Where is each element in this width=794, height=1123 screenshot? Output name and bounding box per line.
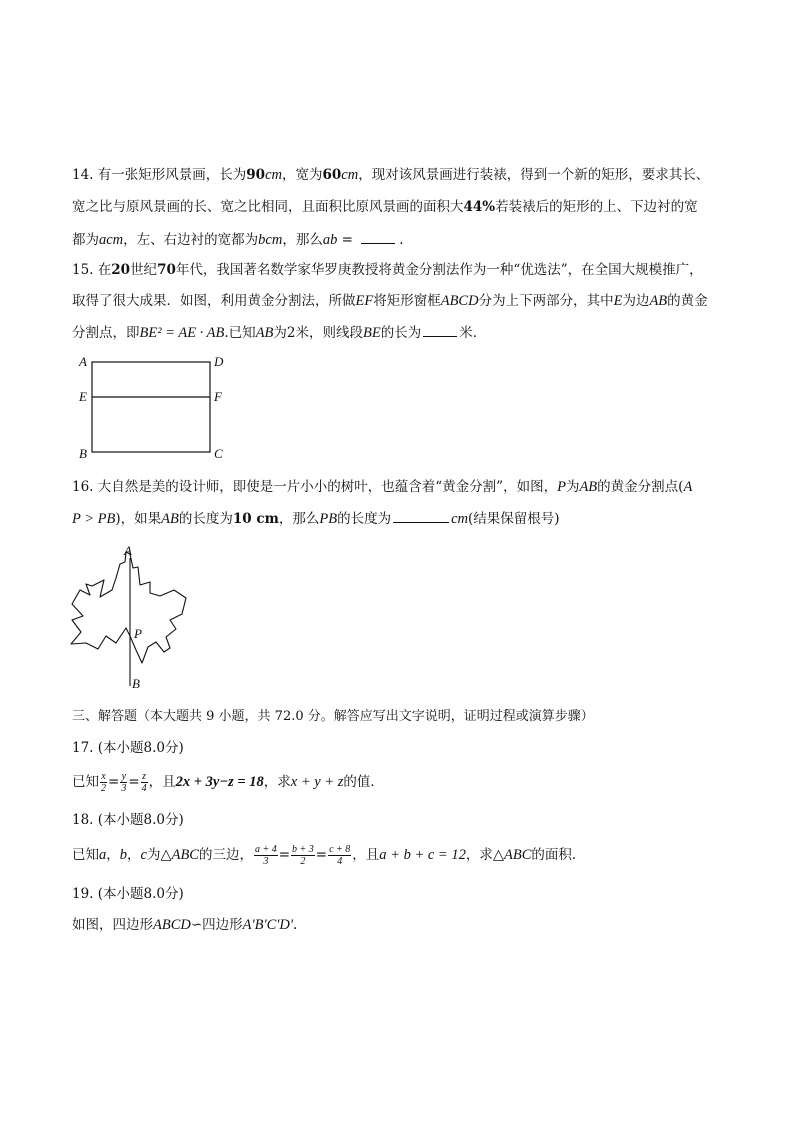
text: ，且 [352, 847, 380, 863]
text: 已知 [72, 847, 99, 863]
equals: = [278, 847, 291, 863]
q15-line-1 [72, 260, 703, 280]
number: 60 [322, 167, 342, 183]
text: . [399, 232, 404, 248]
q19-heading: 19. (本小题8.0分) [72, 886, 184, 902]
text: 为 [146, 847, 161, 863]
equals: = [315, 847, 328, 863]
text: 的长为 [380, 325, 422, 341]
math: acm [99, 232, 124, 248]
q14-line-2 [72, 197, 698, 217]
q15-line-2 [72, 291, 708, 311]
fraction-c: $\frac{c + 8}{4}$ [329, 844, 351, 867]
text: 14. 有一张矩形风景画，长为 [72, 167, 247, 183]
q17-heading: 17. (本小题8.0分) [72, 740, 184, 756]
text: 为 [273, 325, 287, 341]
number: 20 [111, 262, 131, 278]
maple-leaf-figure [66, 540, 196, 692]
equals: = [108, 774, 120, 790]
math: ABCD [153, 917, 191, 933]
number: 2 [286, 325, 296, 341]
window-frame-figure [70, 352, 230, 462]
text: ，求 [263, 774, 291, 790]
text: 取得了很大成果．如图，利用黄金分割法，所做 [72, 293, 356, 309]
math: BE² = AE · AB [139, 325, 225, 341]
answer-blank[interactable] [393, 508, 449, 523]
label-d: D [214, 354, 224, 369]
label-b: B [132, 676, 140, 691]
math: BE [363, 325, 381, 341]
text: .已知 [224, 325, 256, 341]
q17-body [72, 771, 384, 794]
math: bcm [258, 232, 283, 248]
label-a: A [79, 354, 87, 369]
equals: = [128, 774, 140, 790]
text: . [292, 917, 298, 933]
text: 世纪 [130, 262, 158, 278]
math: AB [255, 325, 274, 341]
fraction-a: $\frac{a + 4}{3}$ [254, 844, 277, 867]
math: c [140, 847, 147, 863]
fraction-z-4: $\frac{z}{4}$ [141, 771, 147, 794]
text: ，现对该风景画进行装裱，得到一个新的矩形，要求其长、 [358, 167, 710, 183]
text: )，如果 [115, 511, 162, 527]
text: (结果保留根号) [468, 511, 560, 527]
text: = [337, 232, 358, 248]
text: 都为 [72, 232, 99, 248]
text: 已知 [72, 774, 99, 790]
math: EF [355, 293, 374, 309]
number: 70 [157, 262, 176, 278]
answer-blank[interactable] [361, 229, 395, 244]
q19-body [72, 915, 297, 935]
math: AB [161, 511, 179, 527]
section-3-heading: 三、解答题（本大题共 9 小题，共 72.0 分。解答应写出文字说明，证明过程或演算步骤） [72, 709, 594, 724]
text: 若装裱后的矩形的上、下边衬的宽 [495, 199, 698, 215]
math: ABCD [440, 293, 479, 309]
label-e: E [79, 389, 87, 404]
text: ，求 [465, 847, 493, 863]
q16-line-1 [72, 477, 692, 497]
math: E [613, 293, 623, 309]
q15-line-3 [72, 322, 486, 343]
label-c: C [214, 446, 223, 461]
text: ， [106, 847, 120, 863]
q14-line-1 [72, 165, 709, 185]
q16-line-2 [72, 508, 560, 529]
label-p: P [134, 626, 142, 641]
answer-blank[interactable] [423, 322, 457, 337]
equation: a + b + c = 12 [379, 847, 466, 863]
leaf-outline [71, 552, 186, 663]
rectangle-abcd [92, 362, 210, 452]
math: P > PB [72, 511, 116, 527]
math: A'B'C'D' [242, 917, 293, 933]
text: ∽四边形 [190, 917, 243, 933]
fraction-y-3: $\frac{y}{3}$ [121, 771, 127, 794]
text: 如图，四边形 [72, 917, 153, 933]
math: a [99, 847, 107, 863]
math: △ABC [160, 847, 199, 863]
label-a: A [124, 543, 132, 558]
math: AB [649, 293, 668, 309]
math: b [119, 847, 127, 863]
math: AB [579, 479, 598, 495]
math: cm [265, 167, 282, 183]
text: 的长度为 [337, 511, 392, 527]
number: 10 cm [232, 511, 279, 527]
fraction-x-2: $\frac{x}{2}$ [101, 771, 106, 794]
equation: 2x + 3y−z = 18 [175, 774, 264, 790]
math: ab [322, 232, 338, 248]
math: cm [451, 511, 468, 527]
text: 为 [565, 479, 580, 495]
text: ，左、右边衬的宽都为 [123, 232, 259, 248]
text: ， [127, 847, 141, 863]
text: 的黄金 [667, 293, 708, 309]
label-b: B [79, 446, 87, 461]
math: PB [319, 511, 338, 527]
math: cm [341, 167, 359, 183]
math: A [683, 479, 693, 495]
math: x + y + z [290, 774, 344, 790]
text: 将矩形窗框 [373, 293, 441, 309]
text: 米，则线段 [295, 325, 363, 341]
text: 15. 在 [72, 262, 112, 278]
text: ，且 [148, 774, 176, 790]
text: 的面积． [531, 847, 586, 863]
text: 为边 [622, 293, 650, 309]
text: 米． [459, 325, 487, 341]
text: 16. 大自然是美的设计师，即使是一片小小的树叶，也蕴含着“黄金分割”，如图， [72, 479, 558, 495]
number: 90 [246, 167, 266, 183]
q14-line-3 [72, 229, 404, 250]
text: 的黄金分割点( [597, 479, 684, 495]
fraction-b: $\frac{b + 3}{2}$ [292, 844, 314, 867]
text: 的长度为 [178, 511, 233, 527]
math: P [557, 479, 566, 495]
q18-body [72, 844, 585, 867]
text: ，那么 [278, 511, 320, 527]
text: 年代，我国著名数学家华罗庚教授将黄金分割法作为一种“优选法”，在全国大规模推广， [175, 262, 703, 278]
math: △ABC [492, 847, 532, 863]
text: 分为上下两部分，其中 [478, 293, 614, 309]
text: ，那么 [282, 232, 323, 248]
label-f: F [214, 389, 222, 404]
q18-heading: 18. (本小题8.0分) [72, 812, 184, 828]
text: 分割点，即 [72, 325, 140, 341]
text: 的值． [343, 774, 384, 790]
text: ，宽为 [281, 167, 323, 183]
text: 宽之比与原风景画的长、宽之比相同，且面积比原风景画的面积大 [72, 199, 464, 215]
text: 的三边， [198, 847, 253, 863]
number: 44% [463, 199, 496, 215]
